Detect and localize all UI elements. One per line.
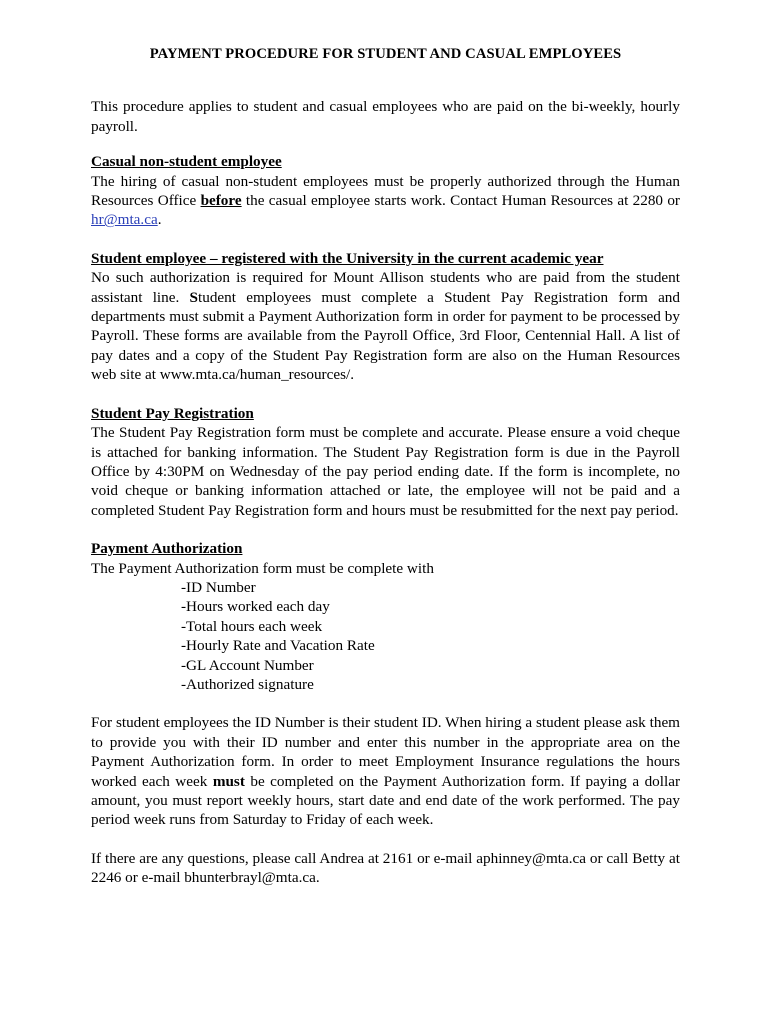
student-id-section [91,713,680,829]
student-heading: Student employee – registered with the University in the current academic year [91,249,604,267]
list-item: -GL Account Number [181,656,314,674]
authorization-heading: Payment Authorization [91,540,243,558]
registration-section [91,404,680,520]
list-item: -ID Number [181,578,256,596]
list-item: -Hours worked each day [181,598,330,616]
questions-section [91,849,680,888]
student-id-text-1: For student employees the ID Number is their student ID. When hiring a student please ask them to provide you with their ID number and enter this number in the appropriate area on the Payment Authorization form. In order to meet Employment Insurance regulations the hours worked each week [91,714,680,790]
document-page [91,45,680,907]
casual-before-emphasis: before [200,192,242,210]
hr-email-link[interactable]: hr@mta.ca [91,211,158,229]
must-emphasis: must [212,772,245,790]
authorization-section [91,539,680,694]
student-id-text-2: be completed on the Payment Authorization form. If paying a dollar amount, you must report weekly hours, start date and end date of the work performed. The pay period week runs from Saturday to Friday of each week. [91,772,680,829]
list-item: -Hourly Rate and Vacation Rate [181,637,375,655]
authorization-requirements-list [91,578,680,694]
student-paragraph [91,268,680,384]
casual-text-2: the casual employee starts work. Contact Human Resources at 2280 or [241,192,680,210]
registration-heading: Student Pay Registration [91,404,254,422]
list-item: -Total hours each week [181,617,323,635]
casual-heading: Casual non-student employee [91,153,282,171]
student-bold-s: S [189,288,198,306]
casual-text-3: . [157,211,162,229]
casual-section [91,152,680,230]
document-title: PAYMENT PROCEDURE FOR STUDENT AND CASUAL EMPLOYEES [149,46,622,62]
authorization-paragraph: The Payment Authorization form must be complete with [91,559,434,577]
student-section [91,249,680,385]
student-text-1: No such authorization is required for Mount Allison students who are paid from the student assistant line. [91,269,680,306]
list-item: -Authorized signature [181,675,314,693]
questions-paragraph: If there are any questions, please call Andrea at 2161 or e-mail aphinney@mta.ca or call Betty at 2246 or e-mail bhunterbrayl@mta.ca. [91,849,680,887]
casual-text-1: The hiring of casual non-student employees must be properly authorized through the Human Resources Office [91,172,680,210]
intro-paragraph: This procedure applies to student and casual employees who are paid on the bi-weekly, hourly payroll. [91,98,680,135]
student-text-2: tudent employees must complete a Student Pay Registration form and departments must submit a Payment Authorization form in order for payment to be processed by Payroll. These forms are available from the Payroll Office, 3rd Floor, Centennial Hall. A list of pay dates and a copy of the Student Pay Registration form are also on the Human Resources web site at www.mta.ca/human_resources/. [91,288,680,384]
student-id-paragraph [91,713,680,829]
casual-paragraph [91,172,680,230]
registration-paragraph: The Student Pay Registration form must be complete and accurate. Please ensure a void cheque is attached for banking information. The Student Pay Registration form is due in the Payroll Office by 4:30PM on Wednesday of the pay period ending date. If the form is incomplete, no void cheque or banking information attached or late, the employee will not be paid and a completed Student Pay Registration form and hours must be resubmitted for the next pay period. [91,424,680,519]
